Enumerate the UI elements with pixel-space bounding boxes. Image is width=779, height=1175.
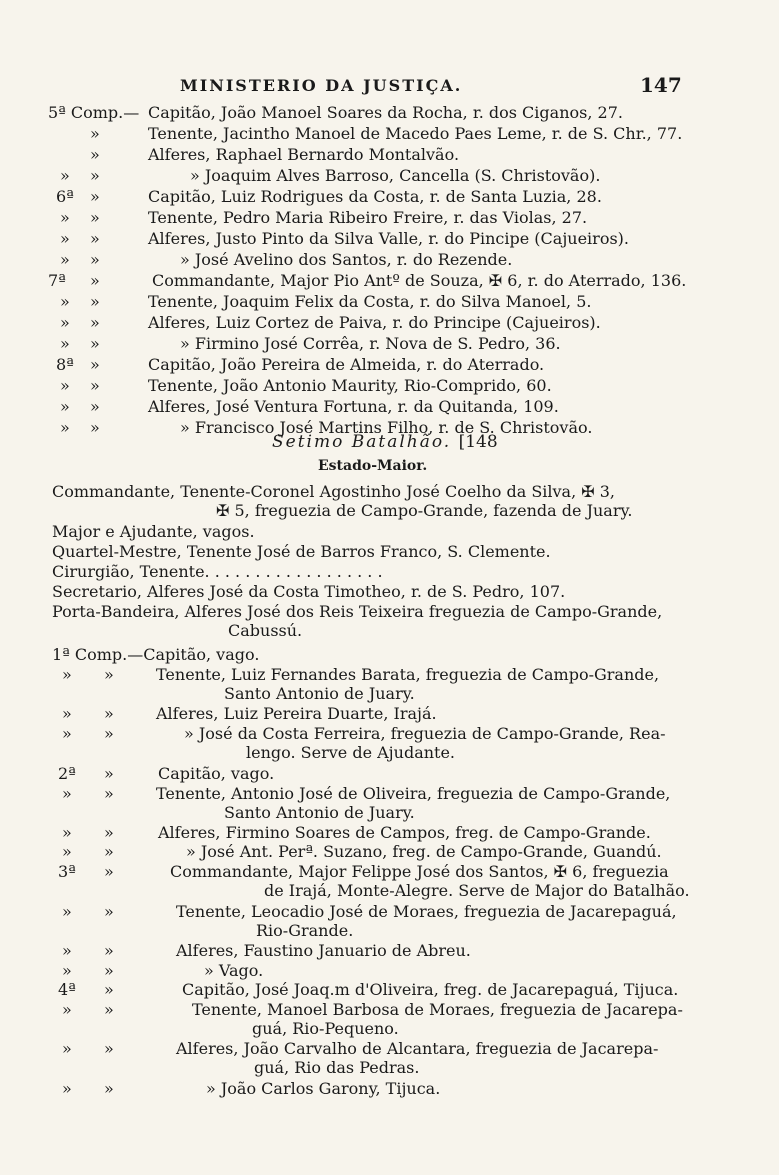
- page-number: 147: [640, 73, 682, 97]
- staff-porta-bandeira: Porta-Bandeira, Alferes José dos Reis Teixeira freguezia de Campo-Grande,: [52, 602, 663, 621]
- list-item: » » Alferes, Firmino Soares de Campos, freg. de Campo-Grande.: [62, 823, 651, 842]
- list-item: » » Alferes, João Carvalho de Alcantara, freguezia de Jacarepa- guá, Rio das Pedras.: [62, 1039, 659, 1077]
- document-page: MINISTERIO DA JUSTIÇA. 147 5ª Comp.— Capitão, João Manoel Soares da Rocha, r. dos Ciganos, 27. » Tenente, Jacintho Manoel de Macedo Paes Leme, r. de S. Chr., 77. » Alferes, Raphael Bernardo Montalvão. » » » Joaquim Alves Barroso, Cancella (S. Christovão). 6ª » Capitão, Luiz Rodrigues da Costa, r. de Santa Luzia, 28. » » Tenente, Pedro Maria Ribeiro Freire, r. das Violas, 27. » » Alferes, Justo Pinto da Silva Valle, r. do Pincipe (Cajueiros). » » » José Avelino dos Santos, r. do Rezende. 7ª » Commandante, Major Pio Antº de Souza, ✠ 6, r. do Aterrado, 136. » » Tenente, Joaquim Felix da Costa, r. do Silva Manoel, 5. » » Alferes, Luiz Cortez de Paiva, r. do Principe (Cajueiros). » » » Firmino José Corrêa, r. Nova de S. Pedro, 36. 8ª » Capitão, João Pereira de Almeida, r. do Aterrado. » » Tenente, João Antonio Maurity, Rio-Comprido, 60. » » Alferes, José Ventura Fortuna, r. da Quitanda, 109. » » » Francisco José Martins Filho, r. de S. Christovão. Setimo Batalhão. [148 Estado-Maior. Commandante, Tenente-Coronel Agostinho José Coelho da Silva, ✠ 3, ✠ 5, freguezia de Campo-Grande, fazenda de Juary. Major e Ajudante, vagos. Quartel-Mestre, Tenente José de Barros Franco, S. Clemente. Cirurgião, Tenente. . . . . . . . . . . . . . . . . . Secretario, Alferes José da Costa Timotheo, r. de S. Pedro, 107. Porta-Bandeira, Alferes José dos Reis Teixeira freguezia de Campo-Grande, Cabussú. 1ª Comp.—Capitão, vago. » » Tenente, Luiz Fernandes Barata, freguezia de Campo-Grande, Santo Antonio de Juary. » » Alferes, Luiz Pereira Duarte, Irajá. » » » José da Costa Ferreira, freguezia de Campo-Grande, Rea- lengo. Serve de Ajudante. 2ª » Capitão, vago. » » Tenente, Antonio José de Oliveira, freguezia de Campo-Grande, Santo Antonio de Juary. » » Alferes, Firmino Soares de Campos, freg. de Campo-Grande. » » » José Ant. Perª. Suzano, freg. de Campo-Grande, Guandú. 3ª » Commandante, Major Felippe José dos Santos, ✠ 6, freguezia de Irajá, Monte-Alegre. Serve de Major do Batalhão. » » Tenente, Leocadio José de Moraes, freguezia de Jacarepaguá, Rio-Grande. » » Alferes, Faustino Januario de Abreu. » » » Vago. 4ª » Capitão, José Joaq.m d'Oliveira, freg. de Jacarepaguá, Tijuca. » » Tenente, Manoel Barbosa de Moraes, freguezia de Jacarepa- guá, Rio-Pequeno. » » Alferes, João Carvalho de Alcantara, freguezia de Jacarepa- guá, Rio das Pedras. » » » João Carlos Garony, Tijuca.: [0, 0, 779, 1175]
- list-item: » » Tenente, Antonio José de Oliveira, freguezia de Campo-Grande, Santo Antonio de Juary.: [62, 784, 671, 822]
- list-item: » » » José da Costa Ferreira, freguezia de Campo-Grande, Rea- lengo. Serve de Ajudante.: [62, 724, 666, 762]
- staff-quartel-mestre: Quartel-Mestre, Tenente José de Barros Franco, S. Clemente.: [52, 542, 551, 561]
- list-item: » » Tenente, Manoel Barbosa de Moraes, freguezia de Jacarepa- guá, Rio-Pequeno.: [62, 1000, 683, 1038]
- section-title-text: Setimo Batalhão.: [272, 432, 452, 452]
- list-item: 1ª Comp.—Capitão, vago.: [52, 645, 260, 664]
- running-head: MINISTERIO DA JUSTIÇA.: [180, 76, 463, 95]
- list-item: » » Alferes, Faustino Januario de Abreu.: [62, 941, 471, 960]
- staff-porta-bandeira-cont: Cabussú.: [228, 621, 303, 640]
- list-item: » » Tenente, Leocadio José de Moraes, freguezia de Jacarepaguá, Rio-Grande.: [62, 902, 677, 940]
- subsection-title: Estado-Maior.: [318, 458, 428, 474]
- list-item: » » » Vago.: [62, 961, 264, 980]
- list-item: 3ª » Commandante, Major Felippe José dos Santos, ✠ 6, freguezia de Irajá, Monte-Alegre. Serve de Major do Batalhão.: [58, 862, 690, 900]
- list-item: » » Tenente, Luiz Fernandes Barata, freguezia de Campo-Grande, Santo Antonio de Juary.: [62, 665, 660, 703]
- staff-major: Major e Ajudante, vagos.: [52, 522, 255, 541]
- list-item: 2ª » Capitão, vago.: [58, 764, 275, 783]
- list-item: 4ª » Capitão, José Joaq.m d'Oliveira, freg. de Jacarepaguá, Tijuca.: [58, 980, 679, 999]
- staff-commandante-cont: ✠ 5, freguezia de Campo-Grande, fazenda de Juary.: [216, 501, 633, 520]
- section-page-ref: [148: [458, 432, 498, 452]
- list-item: » » » João Carlos Garony, Tijuca.: [62, 1079, 441, 1098]
- staff-commandante: Commandante, Tenente-Coronel Agostinho José Coelho da Silva, ✠ 3,: [52, 482, 616, 501]
- section-title: [272, 432, 498, 452]
- list-item: » » » José Ant. Perª. Suzano, freg. de Campo-Grande, Guandú.: [62, 842, 662, 861]
- page-header: [0, 73, 779, 106]
- list-item: » » Alferes, Luiz Pereira Duarte, Irajá.: [62, 704, 437, 723]
- staff-secretario: Secretario, Alferes José da Costa Timotheo, r. de S. Pedro, 107.: [52, 582, 566, 601]
- staff-cirurgiao: Cirurgião, Tenente. . . . . . . . . . . . . . . . . .: [52, 562, 383, 581]
